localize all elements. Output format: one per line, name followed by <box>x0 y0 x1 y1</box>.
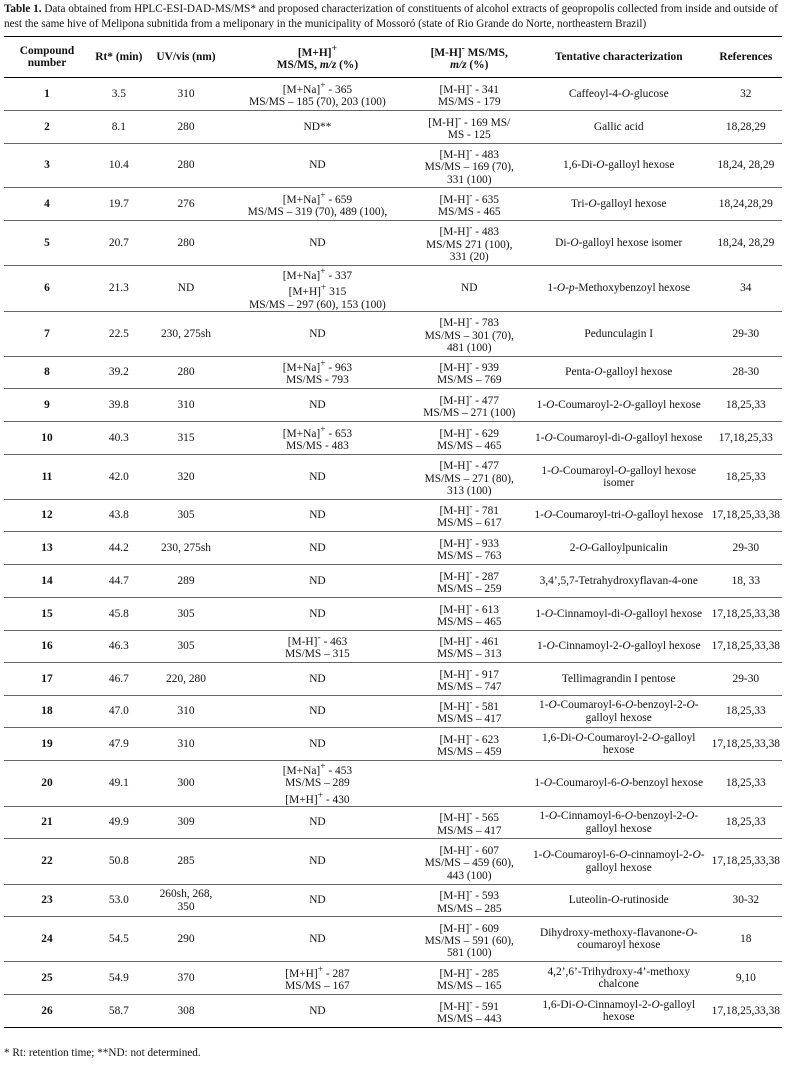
table-row <box>4 761 782 807</box>
cell-compound-number: 17 <box>4 663 90 696</box>
cell-compound-number: 8 <box>4 357 90 389</box>
header-rt: Rt* (min) <box>90 37 148 78</box>
cell-m-plus-h: ND <box>224 839 410 885</box>
cell-m-plus-h: ND <box>224 389 410 422</box>
cell-rt: 44.7 <box>90 565 148 598</box>
table-footnote: * Rt: retention time; **ND: not determined. <box>4 1047 201 1059</box>
cell-references: 17,18,25,33,38 <box>710 839 782 885</box>
cell-compound-number: 23 <box>4 885 90 917</box>
header-characterization: Tentative characterization <box>528 37 710 78</box>
cell-characterization: 1-O-Cinnamoyl-2-O-galloyl hexose <box>528 631 710 663</box>
cell-characterization: Dihydroxy-methoxy-flavanone-O- coumaroyl hexose <box>528 917 710 962</box>
header-references: References <box>710 37 782 78</box>
cell-uv-vis: 309 <box>148 807 225 839</box>
cell-m-plus-h: ND <box>224 312 410 357</box>
cell-references: 17,18,25,33,38 <box>710 631 782 663</box>
cell-m-plus-h: ND <box>224 565 410 598</box>
cell-m-minus-h: [M-H]- - 477 MS/MS – 271 (80), 313 (100) <box>411 455 528 500</box>
data-table <box>4 36 782 1028</box>
cell-rt: 10.4 <box>90 144 148 188</box>
cell-uv-vis: 305 <box>148 631 225 663</box>
cell-references: 18,25,33 <box>710 761 782 807</box>
cell-rt: 43.8 <box>90 500 148 532</box>
cell-m-plus-h: ND <box>224 500 410 532</box>
cell-m-minus-h: [M-H]- - 933 MS/MS – 763 <box>411 532 528 565</box>
cell-compound-number: 12 <box>4 500 90 532</box>
cell-m-minus-h: [M-H]- - 483 MS/MS – 169 (70), 331 (100) <box>411 144 528 188</box>
cell-characterization: 3,4’,5,7-Tetrahydroxyflavan-4-one <box>528 565 710 598</box>
cell-uv-vis: 285 <box>148 839 225 885</box>
cell-uv-vis: 370 <box>148 962 225 995</box>
cell-uv-vis: 280 <box>148 221 225 266</box>
cell-m-plus-h: ND <box>224 144 410 188</box>
cell-compound-number: 4 <box>4 188 90 221</box>
cell-references: 30-32 <box>710 885 782 917</box>
cell-m-minus-h: [M-H]- - 169 MS/ MS - 125 <box>411 111 528 144</box>
cell-m-minus-h: [M-H]- - 783 MS/MS – 301 (70), 481 (100) <box>411 312 528 357</box>
table-row <box>4 995 782 1028</box>
cell-uv-vis: 230, 275sh <box>148 312 225 357</box>
table-row <box>4 917 782 962</box>
cell-references: 17,18,25,33 <box>710 422 782 455</box>
cell-uv-vis: 300 <box>148 761 225 807</box>
cell-compound-number: 14 <box>4 565 90 598</box>
cell-m-minus-h: [M-H]- - 483 MS/MS 271 (100), 331 (20) <box>411 221 528 266</box>
cell-references: 18,24,28,29 <box>710 188 782 221</box>
cell-uv-vis: 290 <box>148 917 225 962</box>
table-row <box>4 631 782 663</box>
table-row <box>4 188 782 221</box>
cell-rt: 54.5 <box>90 917 148 962</box>
cell-characterization: Di-O-galloyl hexose isomer <box>528 221 710 266</box>
cell-uv-vis: 280 <box>148 144 225 188</box>
cell-uv-vis: 310 <box>148 728 225 761</box>
cell-rt: 47.0 <box>90 696 148 728</box>
cell-references: 29-30 <box>710 532 782 565</box>
cell-m-minus-h: [M-H]- - 581 MS/MS – 417 <box>411 696 528 728</box>
cell-characterization: 1-O-Coumaroyl-tri-O-galloyl hexose <box>528 500 710 532</box>
cell-references: 18,24, 28,29 <box>710 144 782 188</box>
cell-rt: 3.5 <box>90 78 148 111</box>
cell-compound-number: 11 <box>4 455 90 500</box>
cell-rt: 45.8 <box>90 598 148 631</box>
table-row <box>4 455 782 500</box>
cell-compound-number: 2 <box>4 111 90 144</box>
cell-m-minus-h: [M-H]- - 341 MS/MS - 179 <box>411 78 528 111</box>
table-caption <box>4 2 782 32</box>
cell-uv-vis: 289 <box>148 565 225 598</box>
cell-uv-vis: 280 <box>148 357 225 389</box>
table-row <box>4 663 782 696</box>
cell-compound-number: 10 <box>4 422 90 455</box>
cell-characterization: Tellimagrandin I pentose <box>528 663 710 696</box>
table-row <box>4 728 782 761</box>
cell-rt: 47.9 <box>90 728 148 761</box>
cell-characterization: Luteolin-O-rutinoside <box>528 885 710 917</box>
cell-m-minus-h <box>411 761 528 807</box>
cell-uv-vis: 310 <box>148 389 225 422</box>
cell-uv-vis: 320 <box>148 455 225 500</box>
cell-compound-number: 24 <box>4 917 90 962</box>
cell-m-plus-h: ND <box>224 917 410 962</box>
cell-rt: 58.7 <box>90 995 148 1028</box>
cell-rt: 39.8 <box>90 389 148 422</box>
cell-m-minus-h: [M-H]- - 287 MS/MS – 259 <box>411 565 528 598</box>
cell-m-plus-h: ND <box>224 455 410 500</box>
header-uv-vis: UV/vis (nm) <box>148 37 225 78</box>
cell-m-plus-h: [M+Na]+ - 365 MS/MS – 185 (70), 203 (100) <box>224 78 410 111</box>
table-row <box>4 696 782 728</box>
cell-m-minus-h: [M-H]- - 623 MS/MS – 459 <box>411 728 528 761</box>
cell-m-minus-h: [M-H]- - 565 MS/MS – 417 <box>411 807 528 839</box>
cell-m-minus-h: [M-H]- - 285 MS/MS – 165 <box>411 962 528 995</box>
cell-rt: 46.3 <box>90 631 148 663</box>
table-row <box>4 500 782 532</box>
table-row <box>4 565 782 598</box>
cell-rt: 40.3 <box>90 422 148 455</box>
cell-references: 34 <box>710 266 782 312</box>
cell-compound-number: 25 <box>4 962 90 995</box>
cell-references: 29-30 <box>710 312 782 357</box>
table-row <box>4 962 782 995</box>
cell-compound-number: 15 <box>4 598 90 631</box>
table-row <box>4 266 782 312</box>
cell-m-minus-h: [M-H]- - 629 MS/MS – 465 <box>411 422 528 455</box>
cell-characterization: Penta-O-galloyl hexose <box>528 357 710 389</box>
cell-compound-number: 13 <box>4 532 90 565</box>
cell-compound-number: 9 <box>4 389 90 422</box>
cell-references: 17,18,25,33,38 <box>710 598 782 631</box>
cell-references: 17,18,25,33,38 <box>710 995 782 1028</box>
cell-characterization: Gallic acid <box>528 111 710 144</box>
cell-characterization: 1-O-p-Methoxybenzoyl hexose <box>528 266 710 312</box>
cell-rt: 8.1 <box>90 111 148 144</box>
cell-m-plus-h: ND <box>224 696 410 728</box>
table-row <box>4 885 782 917</box>
cell-uv-vis: 305 <box>148 500 225 532</box>
table-row <box>4 839 782 885</box>
cell-m-plus-h: ND <box>224 663 410 696</box>
cell-characterization: 1-O-Cinnamoyl-di-O-galloyl hexose <box>528 598 710 631</box>
cell-characterization: 1-O-Coumaroyl-6-O-benzoyl hexose <box>528 761 710 807</box>
header-m-minus-h: [M-H]- MS/MS, m/z (%) <box>411 37 528 78</box>
cell-compound-number: 20 <box>4 761 90 807</box>
cell-compound-number: 5 <box>4 221 90 266</box>
cell-references: 18 <box>710 917 782 962</box>
cell-rt: 44.2 <box>90 532 148 565</box>
cell-references: 29-30 <box>710 663 782 696</box>
cell-references: 17,18,25,33,38 <box>710 500 782 532</box>
table-row <box>4 357 782 389</box>
cell-uv-vis: ND <box>148 266 225 312</box>
cell-compound-number: 3 <box>4 144 90 188</box>
cell-m-minus-h: [M-H]- - 635 MS/MS - 465 <box>411 188 528 221</box>
cell-m-plus-h: ND <box>224 221 410 266</box>
cell-characterization: 2-O-Galloylpunicalin <box>528 532 710 565</box>
cell-compound-number: 21 <box>4 807 90 839</box>
cell-references: 18,25,33 <box>710 389 782 422</box>
cell-rt: 42.0 <box>90 455 148 500</box>
table-body <box>4 78 782 1028</box>
cell-characterization: 1-O-Coumaroyl-6-O-cinnamoyl-2-O- galloyl hexose <box>528 839 710 885</box>
cell-uv-vis: 308 <box>148 995 225 1028</box>
cell-m-minus-h: [M-H]- - 917 MS/MS – 747 <box>411 663 528 696</box>
header-compound-number: Compound number <box>4 37 90 78</box>
cell-m-minus-h: [M-H]- - 613 MS/MS – 465 <box>411 598 528 631</box>
cell-characterization: 4,2’,6’-Trihydroxy-4’-methoxy chalcone <box>528 962 710 995</box>
cell-compound-number: 18 <box>4 696 90 728</box>
cell-m-plus-h: ND <box>224 807 410 839</box>
cell-compound-number: 6 <box>4 266 90 312</box>
cell-m-minus-h: [M-H]- - 781 MS/MS – 617 <box>411 500 528 532</box>
cell-rt: 54.9 <box>90 962 148 995</box>
cell-m-minus-h: [M-H]- - 591 MS/MS – 443 <box>411 995 528 1028</box>
cell-m-minus-h: [M-H]- - 609 MS/MS – 591 (60), 581 (100) <box>411 917 528 962</box>
cell-m-plus-h: ND <box>224 995 410 1028</box>
cell-uv-vis: 315 <box>148 422 225 455</box>
cell-m-plus-h: [M+Na]+ - 963 MS/MS - 793 <box>224 357 410 389</box>
cell-references: 18,25,33 <box>710 455 782 500</box>
cell-rt: 49.1 <box>90 761 148 807</box>
cell-rt: 39.2 <box>90 357 148 389</box>
cell-characterization: 1-O-Coumaroyl-6-O-benzoyl-2-O- galloyl hexose <box>528 696 710 728</box>
cell-rt: 49.9 <box>90 807 148 839</box>
cell-uv-vis: 280 <box>148 111 225 144</box>
cell-m-plus-h: ND <box>224 728 410 761</box>
cell-compound-number: 1 <box>4 78 90 111</box>
cell-m-plus-h: ND** <box>224 111 410 144</box>
cell-rt: 50.8 <box>90 839 148 885</box>
cell-m-minus-h: [M-H]- - 461 MS/MS – 313 <box>411 631 528 663</box>
cell-rt: 22.5 <box>90 312 148 357</box>
cell-compound-number: 22 <box>4 839 90 885</box>
cell-m-plus-h: ND <box>224 598 410 631</box>
cell-m-minus-h: [M-H]- - 607 MS/MS – 459 (60), 443 (100) <box>411 839 528 885</box>
table-row <box>4 221 782 266</box>
cell-m-plus-h: ND <box>224 885 410 917</box>
cell-references: 9,10 <box>710 962 782 995</box>
table-row <box>4 389 782 422</box>
cell-compound-number: 19 <box>4 728 90 761</box>
cell-m-minus-h: [M-H]- - 477 MS/MS – 271 (100) <box>411 389 528 422</box>
cell-uv-vis: 220, 280 <box>148 663 225 696</box>
table-row <box>4 111 782 144</box>
table-row <box>4 312 782 357</box>
table-row <box>4 532 782 565</box>
table-row <box>4 422 782 455</box>
cell-uv-vis: 230, 275sh <box>148 532 225 565</box>
cell-m-minus-h: [M-H]- - 593 MS/MS – 285 <box>411 885 528 917</box>
cell-characterization: 1-O-Coumaroyl-O-galloyl hexose isomer <box>528 455 710 500</box>
cell-characterization: Caffeoyl-4-O-glucose <box>528 78 710 111</box>
cell-uv-vis: 276 <box>148 188 225 221</box>
cell-characterization: 1,6-Di-O-Cinnamoyl-2-O-galloyl hexose <box>528 995 710 1028</box>
cell-rt: 20.7 <box>90 221 148 266</box>
cell-m-plus-h: ND <box>224 532 410 565</box>
cell-references: 17,18,25,33,38 <box>710 728 782 761</box>
table-row <box>4 598 782 631</box>
cell-m-plus-h: [M+H]+ - 287 MS/MS – 167 <box>224 962 410 995</box>
cell-uv-vis: 310 <box>148 78 225 111</box>
header-row <box>4 37 782 78</box>
cell-characterization: 1-O-Cinnamoyl-6-O-benzoyl-2-O- galloyl hexose <box>528 807 710 839</box>
cell-compound-number: 26 <box>4 995 90 1028</box>
cell-characterization: 1,6-Di-O-Coumaroyl-2-O-galloyl hexose <box>528 728 710 761</box>
cell-references: 18,25,33 <box>710 807 782 839</box>
cell-m-plus-h: [M-H]- - 463 MS/MS – 315 <box>224 631 410 663</box>
cell-references: 18, 33 <box>710 565 782 598</box>
cell-m-plus-h: [M+Na]+ - 653 MS/MS - 483 <box>224 422 410 455</box>
cell-references: 32 <box>710 78 782 111</box>
cell-compound-number: 16 <box>4 631 90 663</box>
cell-m-minus-h: [M-H]- - 939 MS/MS – 769 <box>411 357 528 389</box>
cell-rt: 21.3 <box>90 266 148 312</box>
cell-rt: 19.7 <box>90 188 148 221</box>
cell-uv-vis: 310 <box>148 696 225 728</box>
cell-m-plus-h: [M+Na]+ - 337 [M+H]+ 315 MS/MS – 297 (60), 153 (100) <box>224 266 410 312</box>
cell-characterization: 1-O-Coumaroyl-di-O-galloyl hexose <box>528 422 710 455</box>
cell-characterization: Pedunculagin I <box>528 312 710 357</box>
cell-references: 28-30 <box>710 357 782 389</box>
cell-references: 18,25,33 <box>710 696 782 728</box>
cell-uv-vis: 305 <box>148 598 225 631</box>
cell-characterization: Tri-O-galloyl hexose <box>528 188 710 221</box>
cell-references: 18,28,29 <box>710 111 782 144</box>
table-row <box>4 807 782 839</box>
cell-m-minus-h: ND <box>411 266 528 312</box>
header-m-plus-h: [M+H]+ MS/MS, m/z (%) <box>224 37 410 78</box>
table-row <box>4 144 782 188</box>
cell-rt: 46.7 <box>90 663 148 696</box>
cell-references: 18,24, 28,29 <box>710 221 782 266</box>
cell-m-plus-h: [M+Na]+ - 659 MS/MS – 319 (70), 489 (100), <box>224 188 410 221</box>
cell-uv-vis: 260sh, 268, 350 <box>148 885 225 917</box>
table-label: Table 1. <box>4 3 42 15</box>
cell-characterization: 1,6-Di-O-galloyl hexose <box>528 144 710 188</box>
cell-rt: 53.0 <box>90 885 148 917</box>
table-caption-text: Data obtained from HPLC-ESI-DAD-MS/MS* and proposed characterization of constituents of alcohol extracts of geopropolis collected from inside and outside of nest the same hive of Melipona subnitida from a meliponary in the municipality of Mossoró (state of Rio Grande do Norte, northeastern Brazil) <box>4 3 778 30</box>
cell-compound-number: 7 <box>4 312 90 357</box>
table-row <box>4 78 782 111</box>
cell-m-plus-h: [M+Na]+ - 453 MS/MS – 289 [M+H]+ - 430 <box>224 761 410 807</box>
cell-characterization: 1-O-Coumaroyl-2-O-galloyl hexose <box>528 389 710 422</box>
